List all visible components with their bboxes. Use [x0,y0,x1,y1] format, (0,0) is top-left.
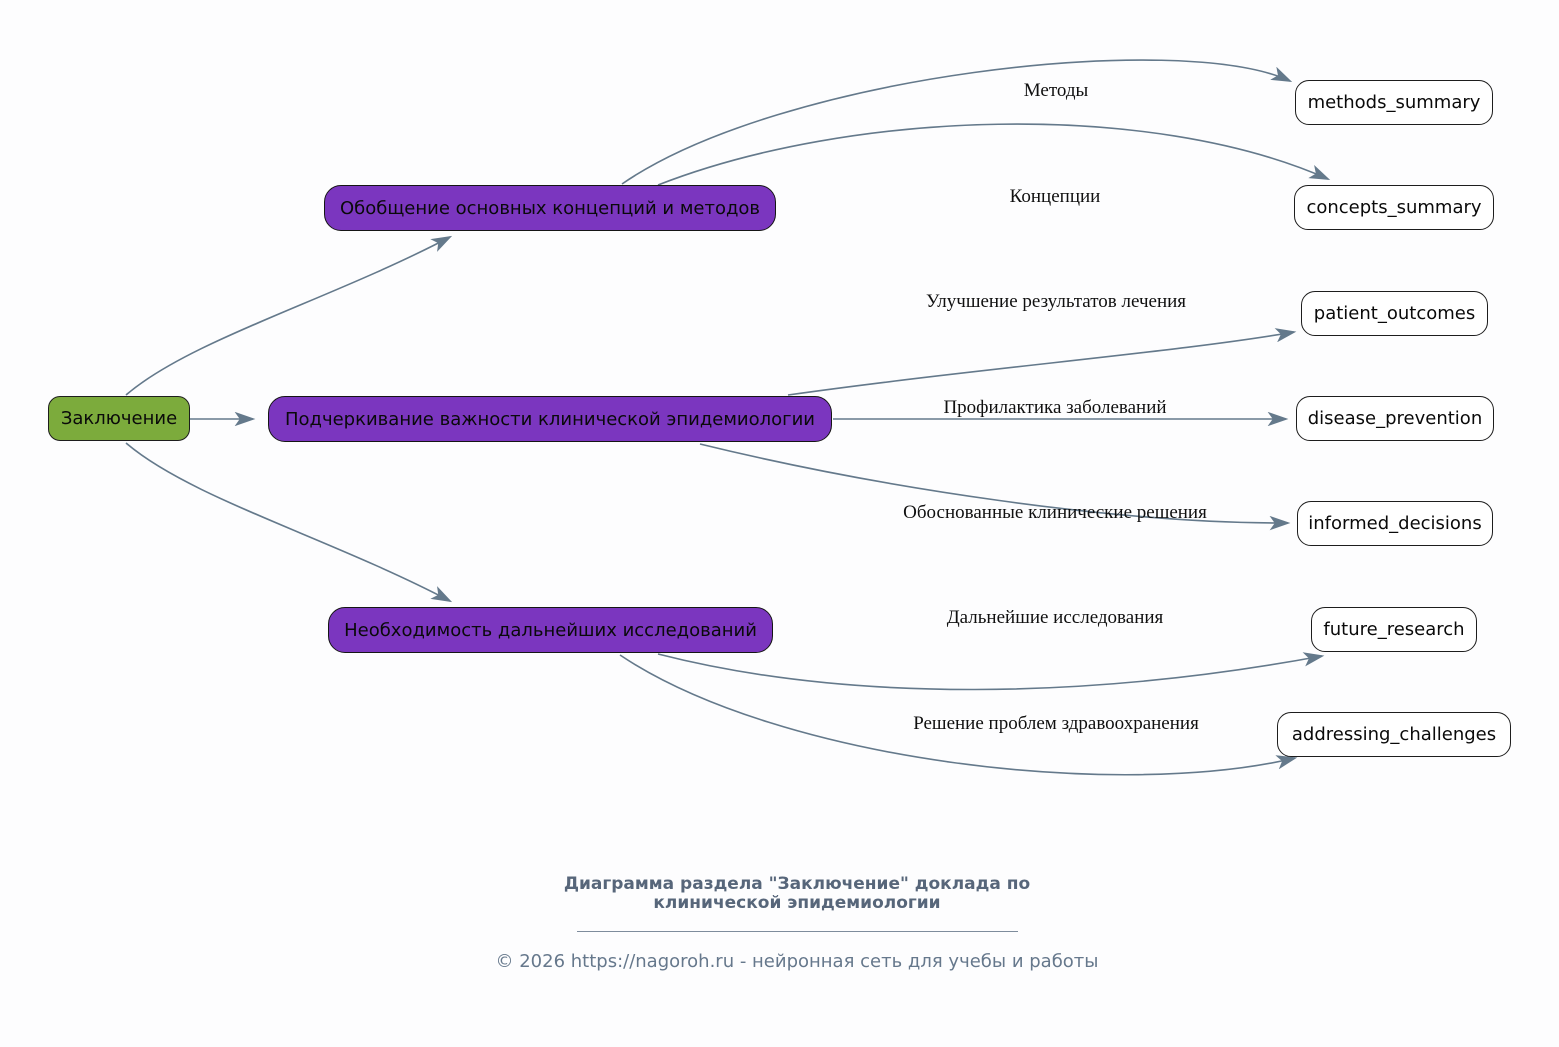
edge-label-patient-outcomes: Улучшение результатов лечения [925,291,1187,312]
node-concepts-summary: concepts_summary [1294,185,1494,230]
edge-concepts [658,124,1328,185]
node-informed-decisions: informed_decisions [1297,501,1493,546]
diagram-caption [564,875,1030,913]
node-patient-outcomes: patient_outcomes [1301,291,1488,336]
node-addressing-challenges: addressing_challenges [1277,712,1511,757]
edge-methods [622,60,1290,184]
caption-line-2: клинической эпидемиологии [653,893,941,913]
node-importance-clinical-epidemiology: Подчеркивание важности клинической эпидемиологии [268,396,832,442]
edge-label-addressing-challenges: Решение проблем здравоохранения [913,713,1199,734]
edge-label-disease-prevention: Профилактика заболеваний [943,397,1167,418]
edge-label-methods: Методы [1023,80,1089,101]
copyright-text: © 2026 https://nagoroh.ru - нейронная сеть для учебы и работы [495,951,1099,972]
node-future-research: future_research [1311,607,1477,652]
edge-conclusion-summary [126,237,450,395]
edge-patient-outcomes [788,332,1294,395]
node-concepts-methods-summary: Обобщение основных концепций и методов [324,185,776,231]
edge-label-concepts: Концепции [1009,186,1101,207]
node-disease-prevention: disease_prevention [1296,396,1494,441]
node-methods-summary: methods_summary [1295,80,1493,125]
edge-conclusion-future-need [126,443,450,601]
footer-divider [577,931,1018,932]
node-need-further-research: Необходимость дальнейших исследований [328,607,773,653]
edge-future-research [658,654,1322,690]
edge-label-informed-decisions: Обоснованные клинические решения [903,502,1207,523]
node-conclusion: Заключение [48,396,190,441]
edge-label-future-research: Дальнейшие исследования [946,607,1164,628]
caption-line-1: Диаграмма раздела "Заключение" доклада по [563,874,1031,894]
